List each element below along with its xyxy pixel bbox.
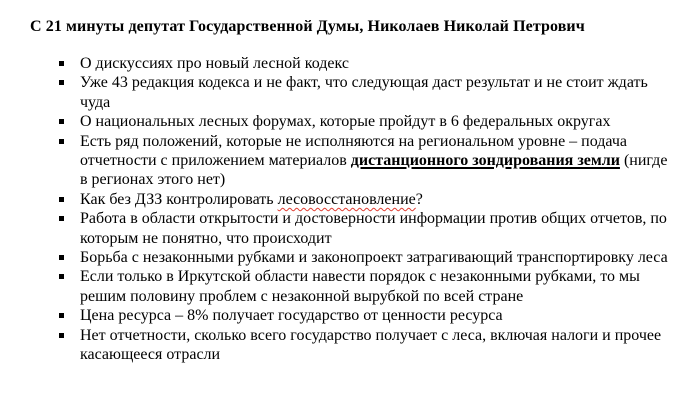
text-segment: Есть ряд положений, которые не исполняются на региональном уровне – подача отчетности с приложением материалов bbox=[80, 132, 628, 170]
text-segment: Работа в области открытости и достоверности информации против общих отчетов, по которым не понятно, что происходит bbox=[80, 210, 667, 247]
page-title: С 21 минуты депутат Государственной Думы, Николаев Николай Петрович bbox=[30, 18, 585, 35]
text-segment: О дискуссиях про новый лесной кодекс bbox=[80, 55, 349, 72]
bullet-square-icon bbox=[59, 61, 64, 66]
text-segment: Уже 43 редакция кодекса и не факт, что следующая даст результат и не стоит ждать чуда bbox=[80, 74, 648, 111]
bullet-square-icon bbox=[59, 216, 64, 221]
text-segment: Нет отчетности, сколько всего государство получает с леса, включая налоги и прочее касающееся отрасли bbox=[80, 326, 662, 364]
list-item bbox=[58, 112, 674, 131]
text-segment: (нигде в регионах этого нет) bbox=[80, 152, 668, 189]
bullet-square-icon bbox=[59, 119, 64, 124]
text-segment: Как без ДЗЗ контролировать bbox=[80, 190, 278, 208]
bullet-square-icon bbox=[59, 313, 64, 318]
list-item bbox=[58, 190, 674, 209]
text-segment: Если только в Иркутской области навести порядок с незаконными рубками, то мы решим половину проблем с незаконной вырубкой по всей стране bbox=[80, 268, 640, 305]
bullet-square-icon bbox=[59, 197, 64, 202]
text-segment: ? bbox=[415, 190, 423, 208]
text-segment: О национальных лесных форумах, которые пройдут в 6 федеральных округах bbox=[80, 113, 611, 131]
text-segment: дистанционного зондирования земли bbox=[350, 152, 620, 170]
bullet-square-icon bbox=[59, 255, 64, 260]
bullet-list bbox=[58, 54, 674, 365]
bullet-square-icon bbox=[59, 274, 64, 279]
bullet-square-icon bbox=[59, 139, 64, 144]
text-segment: Цена ресурса – 8% получает государство от ценности ресурса bbox=[80, 307, 503, 325]
bullet-square-icon bbox=[59, 80, 64, 85]
list-item bbox=[58, 248, 674, 267]
list-item bbox=[58, 306, 674, 325]
bullet-square-icon bbox=[59, 333, 64, 338]
list-item bbox=[58, 54, 674, 73]
list-item bbox=[58, 326, 674, 365]
list-item bbox=[58, 132, 674, 190]
list-item bbox=[58, 73, 674, 112]
list-item bbox=[58, 209, 674, 248]
text-segment: лесовосстановление bbox=[277, 190, 416, 208]
text-segment: Борьба с незаконными рубками и законопроект затрагивающий транспортировку леса bbox=[80, 249, 668, 267]
list-item bbox=[58, 267, 674, 306]
